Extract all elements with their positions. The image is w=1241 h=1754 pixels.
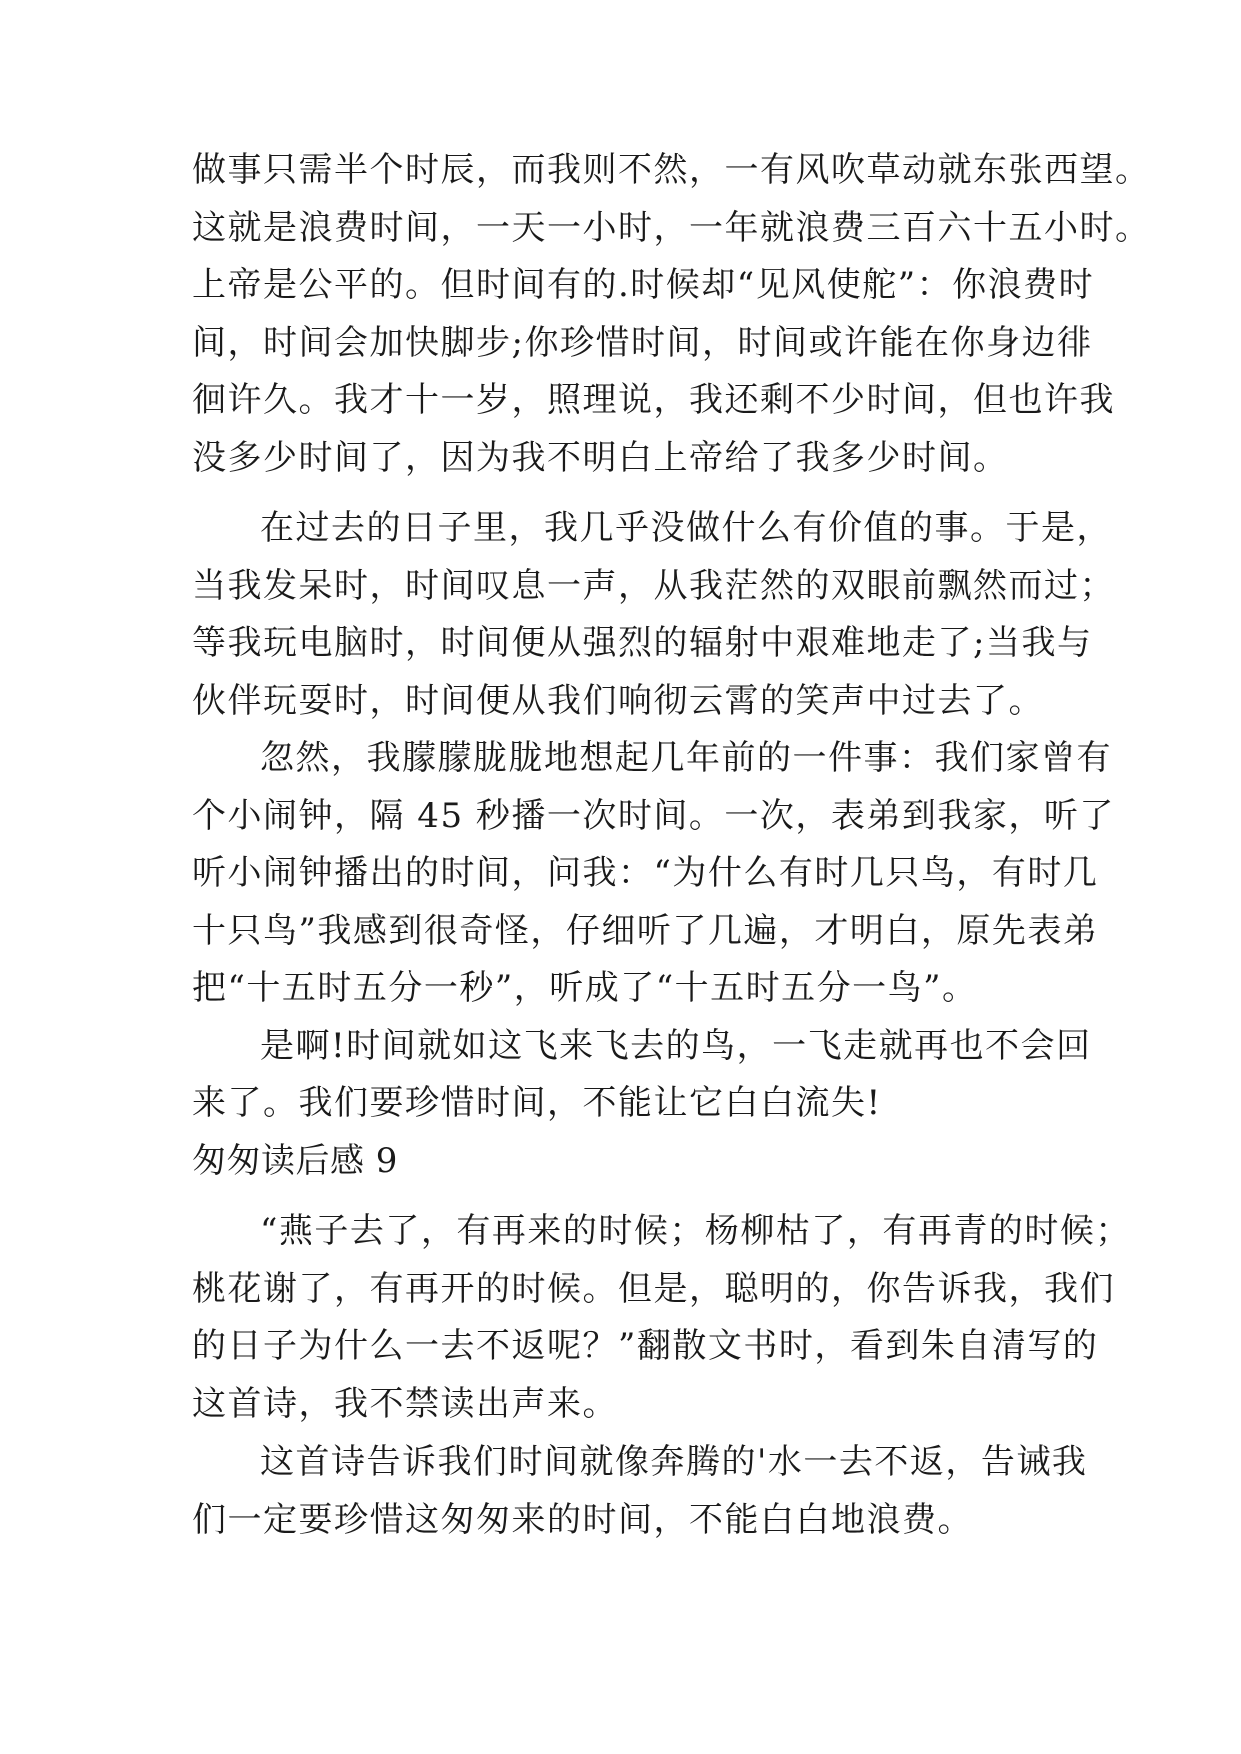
text-line-14: 十只鸟”我感到很奇怪，仔细听了几遍，才明白，原先表弟 <box>192 910 1099 951</box>
text-line-23: 这首诗告诉我们时间就像奔腾的'水一去不返，告诫我 <box>260 1442 1088 1482</box>
text-line-16: 是啊!时间就如这飞来飞去的鸟，一飞走就再也不会回 <box>260 1025 1092 1066</box>
text-line-20: 桃花谢了，有再开的时候。但是，聪明的，你告诉我，我们 <box>192 1268 1115 1309</box>
text-line-8: 当我发呆时，时间叹息一声，从我茫然的双眼前飘然而过； <box>192 565 1115 606</box>
text-line-1: 做事只需半个时辰，而我则不然，一有风吹草动就东张西望。 <box>192 150 1151 190</box>
text-line-17: 来了。我们要珍惜时间，不能让它白白流失! <box>192 1083 882 1123</box>
text-line-4: 间，时间会加快脚步;你珍惜时间，时间或许能在你身边徘 <box>192 322 1093 363</box>
text-line-3: 上帝是公平的。但时间有的.时候却“见风使舵”：你浪费时 <box>192 265 1095 305</box>
body-text-block-2 <box>192 500 1115 1190</box>
text-line-7: 在过去的日子里，我几乎没做什么有价值的事。于是， <box>260 508 1112 548</box>
body-text-block-4 <box>192 1434 1088 1549</box>
text-line-10: 伙伴玩耍时，时间便从我们响彻云霄的笑声中过去了。 <box>192 680 1044 721</box>
body-text-block-3 <box>192 1203 1131 1433</box>
text-line-9: 等我玩电脑时，时间便从强烈的辐射中艰难地走了;当我与 <box>192 623 1093 663</box>
text-line-2: 这就是浪费时间，一天一小时，一年就浪费三百六十五小时。 <box>192 207 1151 248</box>
text-line-21: 的日子为什么一去不返呢？”翻散文书时，看到朱自清写的 <box>192 1326 1099 1366</box>
text-line-6: 没多少时间了，因为我不明白上帝给了我多少时间。 <box>192 437 1009 478</box>
text-line-5: 徊许久。我才十一岁，照理说，我还剩不少时间，但也许我 <box>192 380 1115 420</box>
text-line-22: 这首诗，我不禁读出声来。 <box>192 1383 618 1424</box>
text-line-24: 们一定要珍惜这匆匆来的时间，不能白白地浪费。 <box>192 1499 973 1540</box>
body-text-block-1 <box>192 142 1151 487</box>
section-heading: 匆匆读后感 9 <box>192 1140 398 1181</box>
text-line-13: 听小闹钟播出的时间，问我：“为什么有时几只鸟，有时几 <box>192 853 1099 893</box>
text-line-19: “燕子去了，有再来的时候；杨柳枯了，有再青的时候； <box>260 1211 1131 1251</box>
text-line-12: 个小闹钟，隔 45 秒播一次时间。一次，表弟到我家，听了 <box>192 795 1115 836</box>
text-line-15: 把“十五时五分一秒”，听成了“十五时五分一鸟”。 <box>192 968 978 1008</box>
text-line-11: 忽然，我朦朦胧胧地想起几年前的一件事：我们家曾有 <box>260 738 1112 778</box>
